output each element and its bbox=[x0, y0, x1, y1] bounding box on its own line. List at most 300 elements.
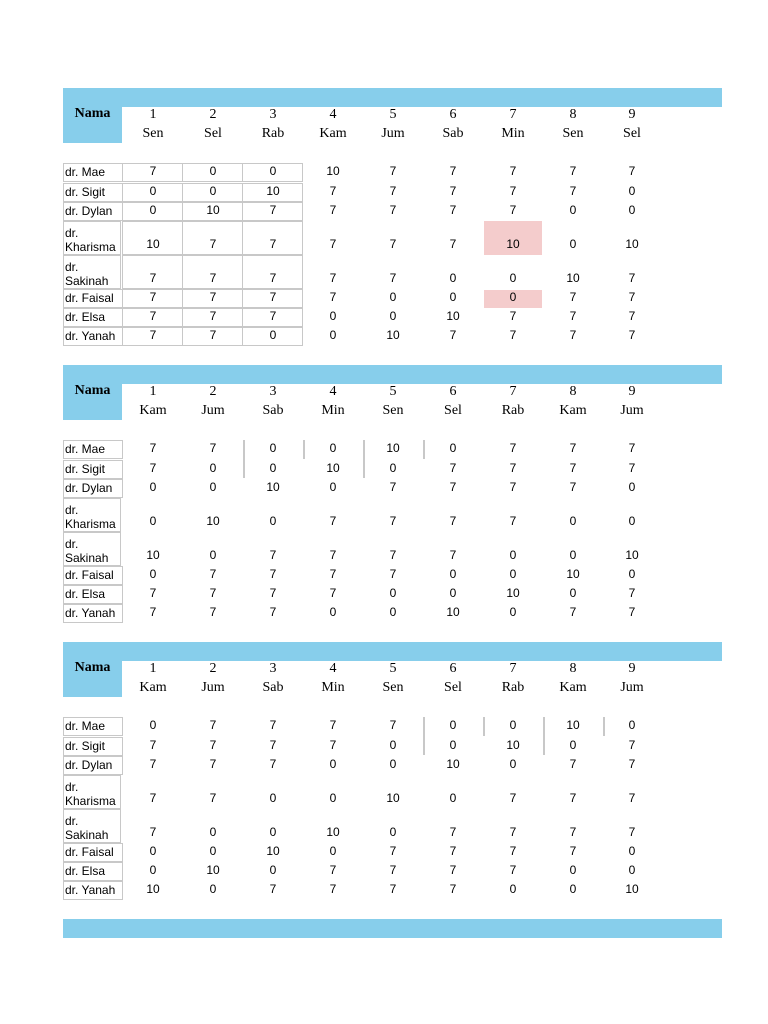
cell-divider bbox=[423, 440, 425, 459]
doctor-name: dr. Kharisma bbox=[63, 221, 121, 255]
schedule-cell: 10 bbox=[506, 237, 520, 251]
schedule-cell: 7 bbox=[209, 791, 217, 805]
schedule-cell: 7 bbox=[449, 844, 457, 858]
schedule-cell: 7 bbox=[269, 548, 277, 562]
schedule-cell: 10 bbox=[566, 271, 580, 285]
schedule-cell: 7 bbox=[389, 480, 397, 494]
schedule-cell: 7 bbox=[329, 863, 337, 877]
doctor-name: dr. Elsa bbox=[63, 862, 123, 881]
day-number: 7 bbox=[509, 384, 517, 399]
schedule-cell: 10 bbox=[446, 605, 460, 619]
doctor-name: dr. Dylan bbox=[63, 756, 123, 775]
day-name: Kam bbox=[139, 403, 167, 418]
schedule-cell: 0 bbox=[449, 271, 457, 285]
schedule-cell: 7 bbox=[149, 757, 157, 771]
schedule-cell: 7 bbox=[209, 718, 217, 732]
doctor-name: dr. Elsa bbox=[63, 308, 123, 327]
schedule-cell: 10 bbox=[146, 882, 160, 896]
day-name: Jum bbox=[620, 403, 644, 418]
schedule-cell: 0 bbox=[509, 757, 517, 771]
day-name: Sen bbox=[562, 126, 584, 141]
schedule-grid bbox=[0, 642, 768, 922]
day-number: 9 bbox=[628, 107, 636, 122]
day-number: 6 bbox=[449, 661, 457, 676]
cell-border bbox=[182, 163, 243, 182]
day-name: Kam bbox=[559, 680, 587, 695]
schedule-cell: 0 bbox=[269, 514, 277, 528]
schedule-cell: 7 bbox=[569, 164, 577, 178]
day-name: Sel bbox=[623, 126, 641, 141]
schedule-cell: 7 bbox=[269, 605, 277, 619]
doctor-name: dr. Dylan bbox=[63, 202, 123, 221]
schedule-cell: 7 bbox=[269, 271, 277, 285]
doctor-name: dr. Faisal bbox=[63, 843, 123, 862]
schedule-cell: 7 bbox=[449, 480, 457, 494]
cell-divider bbox=[603, 717, 605, 736]
cell-border bbox=[182, 327, 243, 346]
cell-border bbox=[182, 255, 243, 289]
schedule-table-3 bbox=[0, 642, 768, 922]
schedule-cell: 7 bbox=[209, 605, 217, 619]
day-name: Sel bbox=[444, 680, 462, 695]
schedule-cell: 7 bbox=[329, 203, 337, 217]
schedule-cell: 10 bbox=[506, 738, 520, 752]
schedule-cell: 7 bbox=[449, 203, 457, 217]
schedule-cell: 7 bbox=[449, 548, 457, 562]
cell-border bbox=[242, 163, 303, 182]
schedule-cell: 0 bbox=[628, 844, 636, 858]
day-number: 2 bbox=[209, 384, 217, 399]
cell-divider bbox=[303, 440, 305, 459]
schedule-cell: 7 bbox=[209, 567, 217, 581]
schedule-cell: 7 bbox=[628, 309, 636, 323]
schedule-cell: 0 bbox=[149, 863, 157, 877]
schedule-cell: 7 bbox=[329, 586, 337, 600]
schedule-cell: 10 bbox=[625, 548, 639, 562]
schedule-cell: 7 bbox=[329, 882, 337, 896]
schedule-cell: 0 bbox=[389, 461, 397, 475]
schedule-cell: 0 bbox=[449, 718, 457, 732]
doctor-name: dr. Dylan bbox=[63, 479, 123, 498]
cell-border bbox=[182, 289, 243, 308]
schedule-cell: 7 bbox=[628, 328, 636, 342]
schedule-grid bbox=[0, 365, 768, 645]
schedule-cell: 0 bbox=[569, 586, 577, 600]
schedule-cell: 0 bbox=[389, 605, 397, 619]
footer-band bbox=[63, 919, 722, 938]
day-name: Rab bbox=[501, 680, 525, 695]
doctor-name: dr. Elsa bbox=[63, 585, 123, 604]
schedule-cell: 7 bbox=[209, 237, 217, 251]
schedule-cell: 0 bbox=[269, 863, 277, 877]
day-number: 4 bbox=[329, 661, 337, 676]
schedule-cell: 7 bbox=[569, 441, 577, 455]
schedule-cell: 7 bbox=[269, 882, 277, 896]
day-number: 7 bbox=[509, 107, 517, 122]
schedule-cell: 7 bbox=[509, 461, 517, 475]
schedule-cell: 10 bbox=[146, 548, 160, 562]
day-number: 3 bbox=[269, 661, 277, 676]
cell-border bbox=[122, 308, 183, 327]
schedule-cell: 7 bbox=[149, 461, 157, 475]
schedule-cell: 0 bbox=[449, 290, 457, 304]
schedule-cell: 7 bbox=[389, 514, 397, 528]
schedule-cell: 0 bbox=[329, 844, 337, 858]
schedule-cell: 10 bbox=[206, 863, 220, 877]
schedule-cell: 0 bbox=[449, 586, 457, 600]
schedule-cell: 7 bbox=[509, 309, 517, 323]
day-number: 3 bbox=[269, 107, 277, 122]
schedule-cell: 7 bbox=[569, 605, 577, 619]
schedule-cell: 0 bbox=[149, 567, 157, 581]
schedule-cell: 7 bbox=[449, 514, 457, 528]
schedule-cell: 7 bbox=[509, 514, 517, 528]
cell-border bbox=[182, 221, 243, 255]
schedule-cell: 0 bbox=[509, 290, 517, 304]
day-name: Jum bbox=[620, 680, 644, 695]
schedule-cell: 0 bbox=[329, 605, 337, 619]
schedule-cell: 0 bbox=[329, 480, 337, 494]
day-name: Min bbox=[321, 680, 345, 695]
day-number: 7 bbox=[509, 661, 517, 676]
doctor-name: dr. Yanah bbox=[63, 604, 123, 623]
day-number: 9 bbox=[628, 384, 636, 399]
schedule-cell: 10 bbox=[446, 309, 460, 323]
cell-divider bbox=[543, 717, 545, 755]
schedule-grid bbox=[0, 88, 768, 368]
schedule-cell: 7 bbox=[209, 441, 217, 455]
schedule-cell: 7 bbox=[149, 441, 157, 455]
schedule-cell: 0 bbox=[269, 461, 277, 475]
schedule-cell: 10 bbox=[566, 567, 580, 581]
schedule-cell: 7 bbox=[569, 290, 577, 304]
cell-divider bbox=[243, 440, 245, 478]
schedule-cell: 7 bbox=[628, 441, 636, 455]
schedule-cell: 7 bbox=[269, 718, 277, 732]
doctor-name: dr. Kharisma bbox=[63, 775, 121, 809]
schedule-cell: 0 bbox=[149, 184, 157, 198]
day-name: Rab bbox=[261, 126, 285, 141]
cell-divider bbox=[423, 717, 425, 755]
schedule-cell: 7 bbox=[149, 605, 157, 619]
nama-header-label: Nama bbox=[74, 660, 111, 675]
day-name: Sab bbox=[262, 680, 284, 695]
day-name: Jum bbox=[381, 126, 405, 141]
schedule-cell: 0 bbox=[389, 309, 397, 323]
schedule-cell: 0 bbox=[329, 791, 337, 805]
cell-border bbox=[242, 327, 303, 346]
day-number: 5 bbox=[389, 661, 397, 676]
schedule-cell: 0 bbox=[628, 480, 636, 494]
schedule-cell: 0 bbox=[509, 605, 517, 619]
day-name: Sel bbox=[204, 126, 222, 141]
day-number: 9 bbox=[628, 661, 636, 676]
schedule-cell: 7 bbox=[269, 237, 277, 251]
cell-border bbox=[182, 202, 243, 221]
schedule-cell: 7 bbox=[149, 738, 157, 752]
schedule-cell: 7 bbox=[628, 738, 636, 752]
schedule-cell: 7 bbox=[509, 184, 517, 198]
doctor-name: dr. Sigit bbox=[63, 737, 123, 756]
schedule-cell: 10 bbox=[326, 164, 340, 178]
schedule-table-2 bbox=[0, 365, 768, 645]
schedule-cell: 10 bbox=[566, 718, 580, 732]
cell-border bbox=[242, 289, 303, 308]
schedule-cell: 10 bbox=[206, 203, 220, 217]
schedule-cell: 0 bbox=[389, 757, 397, 771]
schedule-cell: 0 bbox=[209, 184, 217, 198]
schedule-cell: 7 bbox=[389, 567, 397, 581]
schedule-cell: 0 bbox=[209, 164, 217, 178]
schedule-cell: 7 bbox=[628, 825, 636, 839]
schedule-cell: 7 bbox=[389, 863, 397, 877]
cell-border bbox=[122, 183, 183, 202]
schedule-cell: 7 bbox=[569, 825, 577, 839]
schedule-cell: 7 bbox=[389, 548, 397, 562]
cell-border bbox=[122, 221, 183, 255]
doctor-name: dr. Faisal bbox=[63, 289, 123, 308]
schedule-cell: 0 bbox=[269, 825, 277, 839]
day-number: 2 bbox=[209, 107, 217, 122]
schedule-cell: 0 bbox=[569, 863, 577, 877]
doctor-name: dr. Sakinah bbox=[63, 809, 121, 843]
schedule-cell: 0 bbox=[449, 567, 457, 581]
schedule-cell: 0 bbox=[449, 738, 457, 752]
cell-border bbox=[242, 221, 303, 255]
schedule-cell: 10 bbox=[266, 480, 280, 494]
schedule-cell: 7 bbox=[628, 461, 636, 475]
schedule-cell: 0 bbox=[509, 548, 517, 562]
schedule-cell: 0 bbox=[209, 480, 217, 494]
schedule-cell: 10 bbox=[206, 514, 220, 528]
schedule-cell: 7 bbox=[269, 757, 277, 771]
cell-border bbox=[122, 202, 183, 221]
schedule-cell: 7 bbox=[209, 738, 217, 752]
schedule-cell: 7 bbox=[628, 586, 636, 600]
schedule-cell: 7 bbox=[628, 164, 636, 178]
schedule-cell: 0 bbox=[269, 441, 277, 455]
cell-border bbox=[122, 327, 183, 346]
day-number: 8 bbox=[569, 661, 577, 676]
schedule-cell: 0 bbox=[389, 738, 397, 752]
schedule-cell: 0 bbox=[628, 863, 636, 877]
schedule-cell: 7 bbox=[329, 514, 337, 528]
cell-border bbox=[242, 308, 303, 327]
cell-border bbox=[122, 163, 183, 182]
cell-border bbox=[122, 289, 183, 308]
schedule-cell: 7 bbox=[509, 328, 517, 342]
schedule-cell: 7 bbox=[149, 271, 157, 285]
schedule-table-1 bbox=[0, 88, 768, 368]
schedule-cell: 10 bbox=[625, 882, 639, 896]
day-number: 1 bbox=[149, 384, 157, 399]
schedule-cell: 0 bbox=[569, 738, 577, 752]
schedule-cell: 7 bbox=[149, 290, 157, 304]
day-number: 8 bbox=[569, 384, 577, 399]
day-name: Jum bbox=[201, 403, 225, 418]
schedule-cell: 0 bbox=[329, 328, 337, 342]
schedule-cell: 7 bbox=[449, 882, 457, 896]
schedule-cell: 7 bbox=[149, 328, 157, 342]
schedule-cell: 7 bbox=[269, 309, 277, 323]
schedule-cell: 0 bbox=[149, 514, 157, 528]
schedule-cell: 7 bbox=[149, 586, 157, 600]
day-number: 4 bbox=[329, 107, 337, 122]
doctor-name: dr. Sigit bbox=[63, 460, 123, 479]
schedule-cell: 0 bbox=[269, 791, 277, 805]
schedule-cell: 7 bbox=[209, 271, 217, 285]
doctor-name: dr. Sigit bbox=[63, 183, 123, 202]
cell-border bbox=[242, 255, 303, 289]
day-number: 2 bbox=[209, 661, 217, 676]
schedule-cell: 7 bbox=[389, 164, 397, 178]
schedule-cell: 7 bbox=[149, 309, 157, 323]
schedule-cell: 7 bbox=[389, 271, 397, 285]
schedule-cell: 7 bbox=[269, 738, 277, 752]
schedule-cell: 0 bbox=[628, 184, 636, 198]
schedule-cell: 7 bbox=[209, 586, 217, 600]
schedule-cell: 0 bbox=[509, 567, 517, 581]
schedule-cell: 7 bbox=[449, 237, 457, 251]
day-name: Jum bbox=[201, 680, 225, 695]
schedule-cell: 7 bbox=[628, 757, 636, 771]
schedule-cell: 7 bbox=[509, 441, 517, 455]
schedule-cell: 10 bbox=[146, 237, 160, 251]
schedule-cell: 7 bbox=[569, 791, 577, 805]
day-name: Kam bbox=[559, 403, 587, 418]
schedule-cell: 7 bbox=[569, 844, 577, 858]
day-name: Rab bbox=[501, 403, 525, 418]
day-name: Min bbox=[501, 126, 525, 141]
schedule-cell: 0 bbox=[569, 882, 577, 896]
doctor-name: dr. Yanah bbox=[63, 327, 123, 346]
day-number: 3 bbox=[269, 384, 277, 399]
day-name: Sen bbox=[382, 403, 404, 418]
day-number: 1 bbox=[149, 661, 157, 676]
schedule-cell: 0 bbox=[269, 164, 277, 178]
schedule-cell: 7 bbox=[569, 184, 577, 198]
schedule-cell: 7 bbox=[329, 271, 337, 285]
schedule-cell: 7 bbox=[269, 567, 277, 581]
doctor-name: dr. Sakinah bbox=[63, 532, 121, 566]
schedule-cell: 7 bbox=[509, 203, 517, 217]
day-name: Sab bbox=[442, 126, 464, 141]
schedule-cell: 7 bbox=[389, 882, 397, 896]
schedule-cell: 7 bbox=[509, 863, 517, 877]
schedule-cell: 7 bbox=[569, 309, 577, 323]
schedule-cell: 7 bbox=[389, 718, 397, 732]
schedule-cell: 0 bbox=[569, 237, 577, 251]
schedule-cell: 0 bbox=[569, 548, 577, 562]
schedule-cell: 10 bbox=[326, 825, 340, 839]
schedule-cell: 7 bbox=[628, 290, 636, 304]
doctor-name: dr. Mae bbox=[63, 440, 123, 459]
schedule-cell: 10 bbox=[386, 791, 400, 805]
day-number: 6 bbox=[449, 384, 457, 399]
schedule-cell: 7 bbox=[509, 791, 517, 805]
schedule-cell: 0 bbox=[149, 480, 157, 494]
schedule-cell: 7 bbox=[449, 863, 457, 877]
schedule-cell: 7 bbox=[389, 203, 397, 217]
schedule-cell: 7 bbox=[509, 164, 517, 178]
nama-header-label: Nama bbox=[74, 383, 111, 398]
schedule-cell: 7 bbox=[329, 718, 337, 732]
schedule-cell: 7 bbox=[509, 844, 517, 858]
cell-divider bbox=[483, 717, 485, 736]
schedule-cell: 7 bbox=[449, 825, 457, 839]
schedule-cell: 0 bbox=[569, 514, 577, 528]
cell-border bbox=[242, 202, 303, 221]
day-name: Sab bbox=[262, 403, 284, 418]
schedule-cell: 7 bbox=[269, 203, 277, 217]
schedule-cell: 10 bbox=[266, 184, 280, 198]
schedule-cell: 10 bbox=[326, 461, 340, 475]
schedule-cell: 7 bbox=[329, 290, 337, 304]
schedule-cell: 10 bbox=[506, 586, 520, 600]
schedule-cell: 7 bbox=[209, 309, 217, 323]
schedule-cell: 7 bbox=[149, 791, 157, 805]
schedule-cell: 7 bbox=[569, 480, 577, 494]
schedule-cell: 0 bbox=[209, 844, 217, 858]
schedule-cell: 7 bbox=[329, 184, 337, 198]
doctor-name: dr. Mae bbox=[63, 163, 123, 182]
schedule-cell: 0 bbox=[389, 586, 397, 600]
schedule-cell: 0 bbox=[269, 328, 277, 342]
schedule-cell: 7 bbox=[269, 586, 277, 600]
cell-divider bbox=[363, 440, 365, 478]
schedule-cell: 0 bbox=[209, 461, 217, 475]
schedule-cell: 0 bbox=[149, 844, 157, 858]
schedule-cell: 7 bbox=[209, 290, 217, 304]
schedule-cell: 7 bbox=[389, 844, 397, 858]
schedule-cell: 0 bbox=[449, 441, 457, 455]
day-number: 5 bbox=[389, 107, 397, 122]
schedule-cell: 10 bbox=[386, 441, 400, 455]
schedule-cell: 0 bbox=[628, 203, 636, 217]
cell-border bbox=[182, 308, 243, 327]
schedule-cell: 7 bbox=[449, 461, 457, 475]
schedule-cell: 7 bbox=[449, 328, 457, 342]
day-name: Kam bbox=[139, 680, 167, 695]
schedule-cell: 7 bbox=[149, 825, 157, 839]
doctor-name: dr. Mae bbox=[63, 717, 123, 736]
cell-border bbox=[122, 255, 183, 289]
day-number: 6 bbox=[449, 107, 457, 122]
schedule-cell: 0 bbox=[209, 825, 217, 839]
schedule-cell: 0 bbox=[389, 290, 397, 304]
day-number: 8 bbox=[569, 107, 577, 122]
day-number: 1 bbox=[149, 107, 157, 122]
schedule-cell: 0 bbox=[628, 514, 636, 528]
doctor-name: dr. Sakinah bbox=[63, 255, 121, 289]
schedule-cell: 0 bbox=[329, 757, 337, 771]
schedule-cell: 0 bbox=[509, 882, 517, 896]
schedule-cell: 7 bbox=[209, 757, 217, 771]
day-name: Min bbox=[321, 403, 345, 418]
schedule-cell: 7 bbox=[449, 164, 457, 178]
schedule-cell: 7 bbox=[628, 271, 636, 285]
cell-border bbox=[242, 183, 303, 202]
schedule-cell: 7 bbox=[269, 290, 277, 304]
schedule-cell: 0 bbox=[389, 825, 397, 839]
schedule-cell: 7 bbox=[329, 237, 337, 251]
doctor-name: dr. Faisal bbox=[63, 566, 123, 585]
schedule-cell: 0 bbox=[509, 718, 517, 732]
schedule-cell: 7 bbox=[569, 328, 577, 342]
schedule-cell: 0 bbox=[149, 718, 157, 732]
doctor-name: dr. Kharisma bbox=[63, 498, 121, 532]
schedule-cell: 0 bbox=[509, 271, 517, 285]
